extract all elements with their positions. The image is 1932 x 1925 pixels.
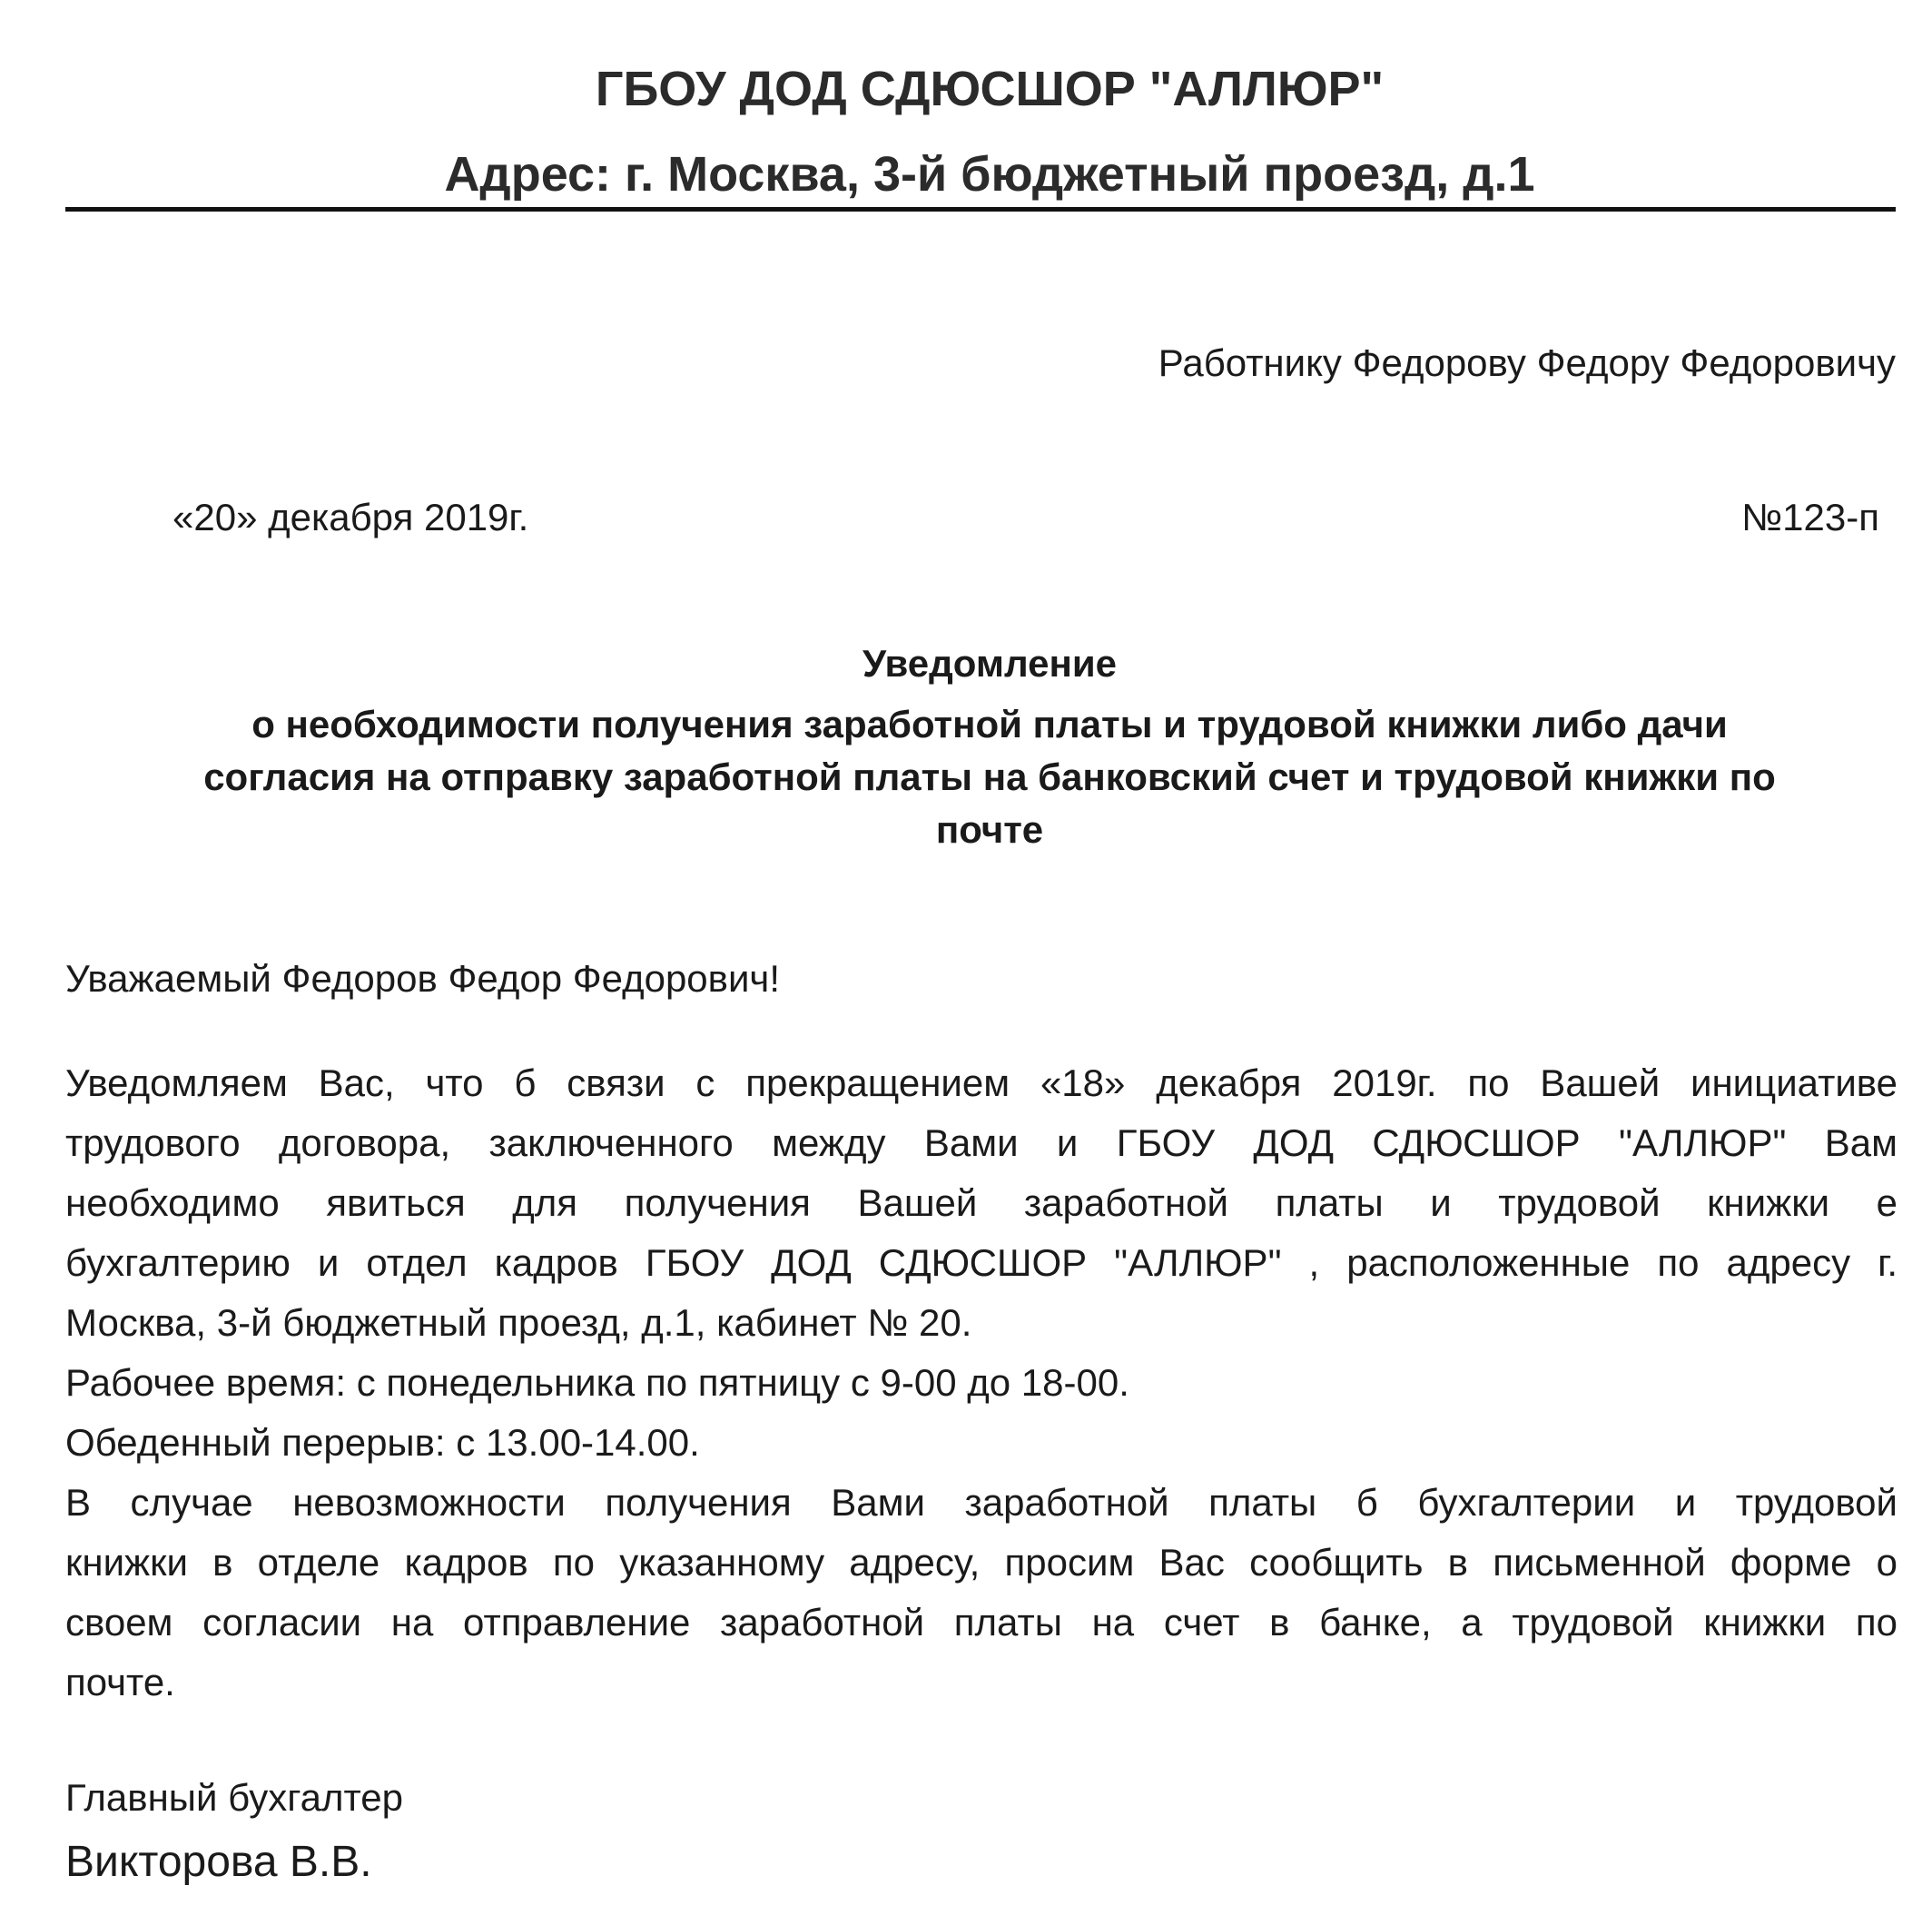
paragraph-line: своем согласии на отправление заработной платы на счет в банке, а трудовой книжки по	[65, 1601, 1898, 1644]
paragraph-line: трудового договора, заключенного между Вами и ГБОУ ДОД СДЮСШОР "АЛЛЮР" Вам	[65, 1121, 1898, 1164]
letter-body	[65, 1053, 1898, 1713]
header-divider	[65, 207, 1896, 212]
paragraph-line: Москва, 3-й бюджетный проезд, д.1, кабинет № 20.	[65, 1301, 972, 1344]
document-number: №123-п	[1741, 496, 1879, 538]
signer-name: Викторова В.В.	[65, 1838, 372, 1886]
notice-subtitle-line: почте	[935, 808, 1044, 851]
paragraph-line: книжки в отделе кадров по указанному адресу, просим Вас сообщить в письменной форме о	[65, 1541, 1898, 1584]
document-date: «20» декабря 2019г.	[172, 496, 529, 538]
notice-subtitle-line: согласия на отправку заработной платы на банковский счет и трудовой книжки по	[203, 755, 1776, 798]
organization-address: Адрес: г. Москва, 3-й бюджетный проезд, д.1	[444, 147, 1535, 202]
paragraph-line: Уведомляем Вас, что б связи с прекращением «18» декабря 2019г. по Вашей инициативе	[65, 1061, 1898, 1104]
recipient-line: Работнику Федорову Федору Федоровичу	[1158, 341, 1896, 384]
signer-position: Главный бухгалтер	[65, 1776, 403, 1819]
paragraph-line: бухгалтерию и отдел кадров ГБОУ ДОД СДЮСШОР "АЛЛЮР" , расположенные по адресу г.	[65, 1241, 1898, 1284]
paragraph-line: необходимо явиться для получения Вашей заработной платы и трудовой книжки е	[65, 1181, 1898, 1224]
notice-subtitle	[0, 698, 1932, 856]
notice-subtitle-line: о необходимости получения заработной платы и трудовой книжки либо дачи	[251, 703, 1728, 745]
organization-name: ГБОУ ДОД СДЮСШОР "АЛЛЮР"	[595, 62, 1385, 116]
salutation: Уважаемый Федоров Федор Федорович!	[65, 957, 780, 1000]
notice-title: Уведомление	[862, 642, 1117, 685]
lunch-break-line: Обеденный перерыв: с 13.00-14.00.	[65, 1421, 700, 1464]
paragraph-line: почте.	[65, 1661, 175, 1703]
working-hours-line: Рабочее время: с понедельника по пятницу с 9-00 до 18-00.	[65, 1361, 1129, 1404]
paragraph-line: В случае невозможности получения Вами заработной платы б бухгалтерии и трудовой	[65, 1481, 1898, 1524]
